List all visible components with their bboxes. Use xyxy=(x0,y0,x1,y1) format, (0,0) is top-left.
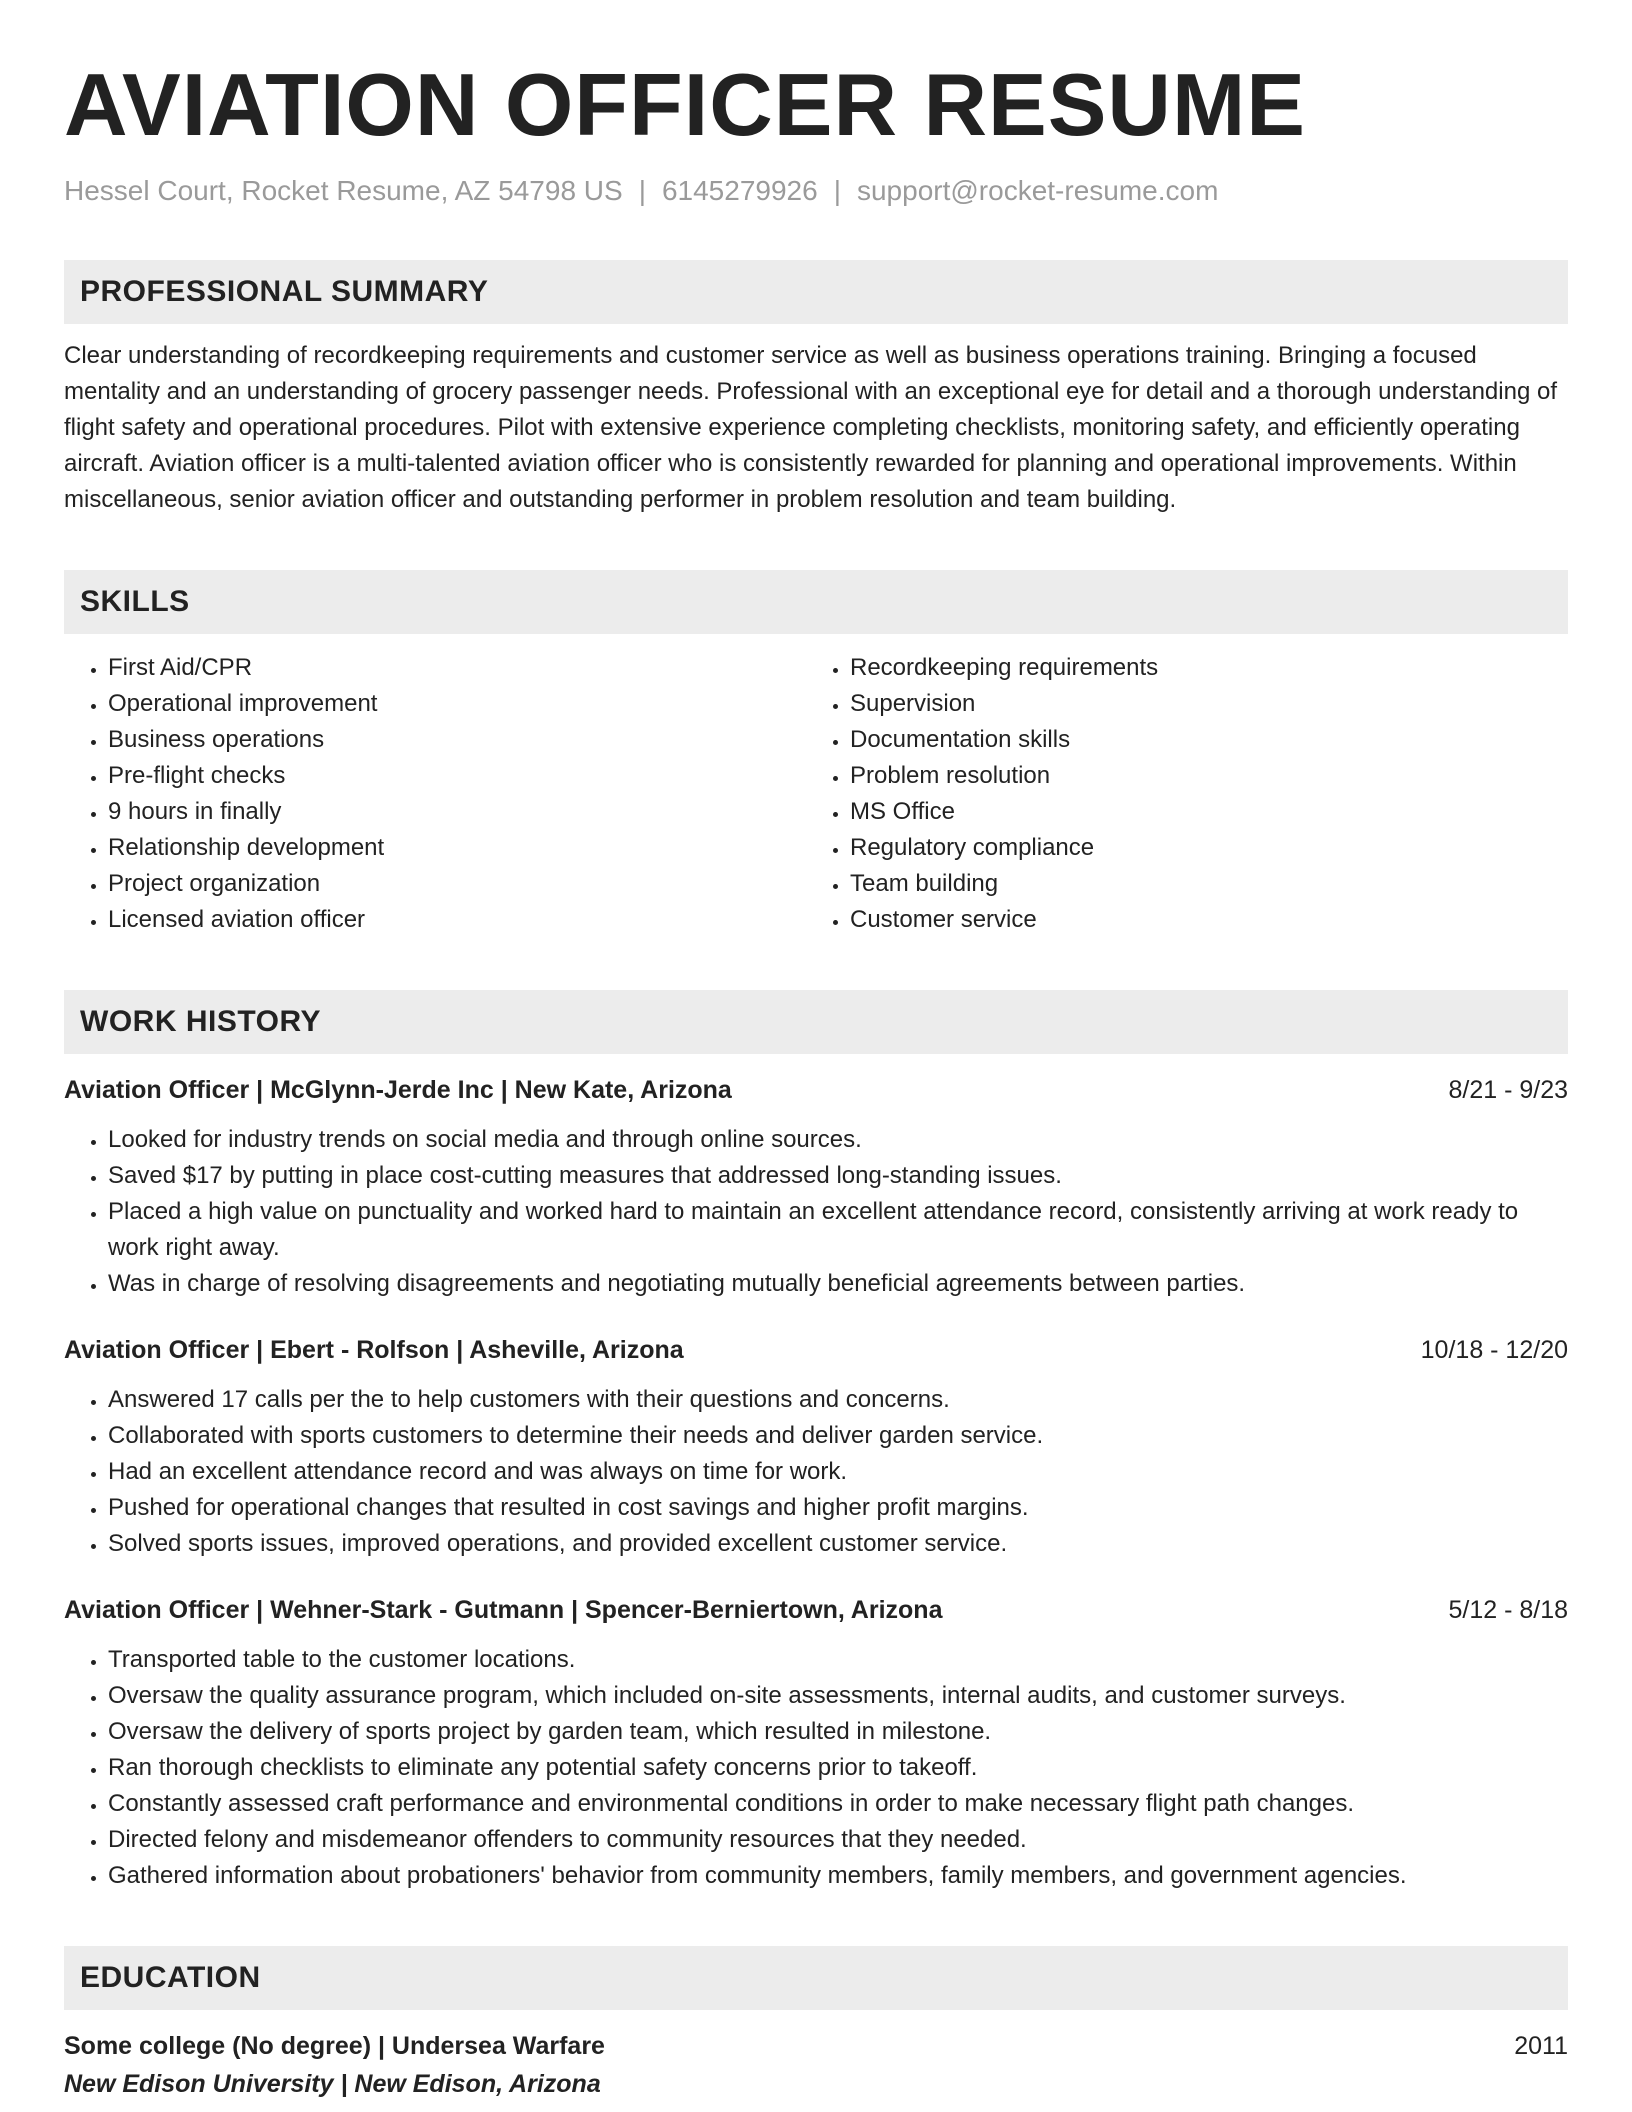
education-degree: Some college (No degree) | Undersea Warfare xyxy=(64,2032,605,2060)
address: Hessel Court, Rocket Resume, AZ 54798 US xyxy=(64,175,623,206)
summary-text: Clear understanding of recordkeeping requirements and customer service as well as business operations training. Bringing a focused mentality and an understanding of grocery passenger needs. Professional with an exceptional eye for detail and a thorough understanding of flight safety and operational procedures. Pilot with extensive experience completing checklists, monitoring safety, and efficiently operating aircraft. Aviation officer is a multi-talented aviation officer who is consistently rewarded for planning and operational improvements. Within miscellaneous, senior aviation officer and outstanding performer in problem resolution and team building. xyxy=(64,342,1557,513)
job-bullet: • Pushed for operational changes that resulted in cost savings and higher profit margins. xyxy=(108,1490,1568,1526)
job-title: Aviation Officer | Ebert - Rolfson | Asheville, Arizona xyxy=(64,1336,684,1364)
job-bullet: • Ran thorough checklists to eliminate any potential safety concerns prior to takeoff. xyxy=(108,1750,1568,1786)
skills-heading: SKILLS xyxy=(80,585,190,618)
education-heading: EDUCATION xyxy=(80,1961,261,1994)
job-header xyxy=(64,1072,1568,1108)
skill-item: • Operational improvement xyxy=(108,686,806,722)
job-bullet: • Looked for industry trends on social media and through online sources. xyxy=(108,1122,1568,1158)
job-bullet: • Collaborated with sports customers to determine their needs and deliver garden service. xyxy=(108,1418,1568,1454)
job-bullet: • Oversaw the quality assurance program, which included on-site assessments, internal audits, and customer surveys. xyxy=(108,1678,1568,1714)
job-title: Aviation Officer | McGlynn-Jerde Inc | New Kate, Arizona xyxy=(64,1076,732,1104)
resume-title: AVIATION OFFICER RESUME xyxy=(64,55,1306,154)
skill-item: • Regulatory compliance xyxy=(850,830,1548,866)
job-entry xyxy=(64,1072,1568,1302)
skills-section-header xyxy=(64,570,1568,634)
skill-item: • MS Office xyxy=(850,794,1548,830)
job-bullet: • Saved $17 by putting in place cost-cutting measures that addressed long-standing issues. xyxy=(108,1158,1568,1194)
skill-item: • 9 hours in finally xyxy=(108,794,806,830)
skill-item: • Documentation skills xyxy=(850,722,1548,758)
email: support@rocket-resume.com xyxy=(856,175,1219,206)
work-section-header xyxy=(64,990,1568,1054)
education-school: New Edison University | New Edison, Arizona xyxy=(64,2070,601,2098)
separator: | xyxy=(833,175,841,206)
skill-item: • Supervision xyxy=(850,686,1548,722)
job-bullet: • Solved sports issues, improved operations, and provided excellent customer service. xyxy=(108,1526,1568,1562)
skill-item: • Recordkeeping requirements xyxy=(850,650,1548,686)
skill-item: • Problem resolution xyxy=(850,758,1548,794)
job-header xyxy=(64,1592,1568,1628)
job-bullet: • Constantly assessed craft performance and environmental conditions in order to make necessary flight path changes. xyxy=(108,1786,1568,1822)
job-bullet: • Answered 17 calls per the to help customers with their questions and concerns. xyxy=(108,1382,1568,1418)
education-header xyxy=(64,2028,1568,2064)
job-dates: 8/21 - 9/23 xyxy=(1448,1076,1568,1104)
skill-item: • First Aid/CPR xyxy=(108,650,806,686)
separator: | xyxy=(638,175,646,206)
job-entry xyxy=(64,1592,1568,1894)
summary-heading: PROFESSIONAL SUMMARY xyxy=(80,275,489,308)
job-dates: 10/18 - 12/20 xyxy=(1420,1336,1568,1364)
job-bullet: • Was in charge of resolving disagreements and negotiating mutually beneficial agreements between parties. xyxy=(108,1266,1568,1302)
skills-column-left xyxy=(64,650,806,938)
skill-item: • Business operations xyxy=(108,722,806,758)
job-bullet: • Gathered information about probationers' behavior from community members, family members, and government agencies. xyxy=(108,1858,1568,1894)
job-header xyxy=(64,1332,1568,1368)
job-entry xyxy=(64,1332,1568,1562)
job-bullet: • Directed felony and misdemeanor offenders to community resources that they needed. xyxy=(108,1822,1568,1858)
job-bullet: • Placed a high value on punctuality and worked hard to maintain an excellent attendance record, consistently arriving at work ready to work right away. xyxy=(108,1194,1568,1266)
skills-grid xyxy=(64,650,1568,938)
education-section-header xyxy=(64,1946,1568,2010)
skill-item: • Customer service xyxy=(850,902,1548,938)
contact-line xyxy=(64,174,1568,208)
phone: 6145279926 xyxy=(661,175,818,206)
job-title: Aviation Officer | Wehner-Stark - Gutmann | Spencer-Berniertown, Arizona xyxy=(64,1596,943,1624)
skill-item: • Team building xyxy=(850,866,1548,902)
skill-item: • Licensed aviation officer xyxy=(108,902,806,938)
skill-item: • Project organization xyxy=(108,866,806,902)
job-dates: 5/12 - 8/18 xyxy=(1448,1596,1568,1624)
summary-section-header xyxy=(64,260,1568,324)
job-bullet: • Oversaw the delivery of sports project by garden team, which resulted in milestone. xyxy=(108,1714,1568,1750)
skills-column-right xyxy=(806,650,1548,938)
education-year: 2011 xyxy=(1514,2032,1568,2060)
job-bullet: • Transported table to the customer locations. xyxy=(108,1642,1568,1678)
skill-item: • Pre-flight checks xyxy=(108,758,806,794)
work-heading: WORK HISTORY xyxy=(80,1005,322,1038)
resume-page xyxy=(64,56,1568,2102)
job-bullet: • Had an excellent attendance record and was always on time for work. xyxy=(108,1454,1568,1490)
skill-item: • Relationship development xyxy=(108,830,806,866)
